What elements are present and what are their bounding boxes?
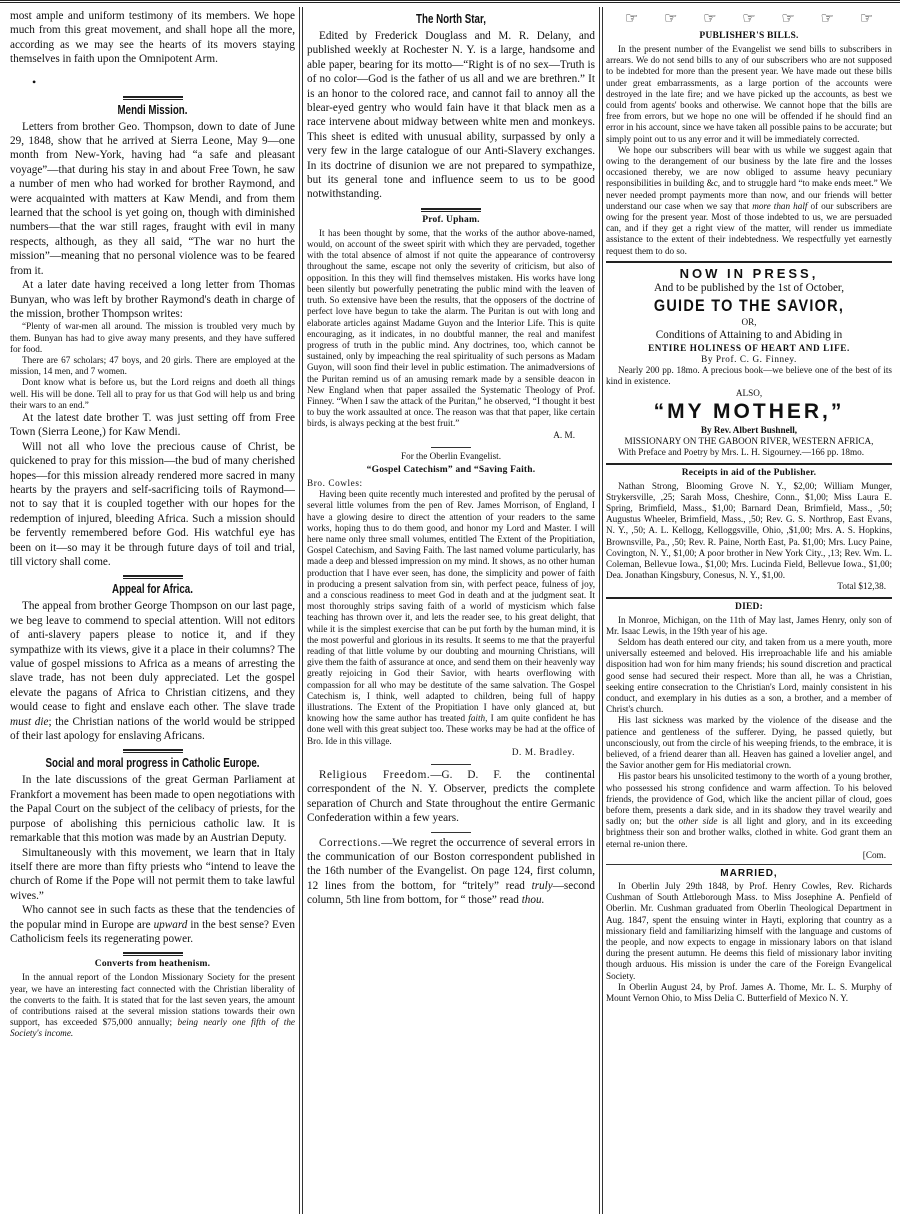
article-heading: Appeal for Africa. xyxy=(112,582,193,597)
receipts-list: Nathan Strong, Blooming Grove N. Y., $2,00; William Munger, Strykersville, ,25; Sarah Moss, Cheshire, Conn., $1,00; Miss Laura E. Spring, Brimfield, Mass., $1,00; Barnard Dean, Brimfield, Mass., ,50; Augustus Wheeler, Brimfield, Mass., ,50; Rev. G. S. Northrop, East Evans, N. Y., ,50; A. L. Kellogg, Kelloggsville, Ohio, ,$1,00; Mrs. A. S. Hopkins, Brownsville, Pa., ,50; Rev. R. Paine, North East, Pa. $1,00; Mrs. Lucy Paine, Covington, N. Y., $1,00; A poor brother in New York City., ,13; Rev. Wm. L. Coleman, Bellevue Iowa., $1,00; Mrs. Lucinda Field, Bellevue Iowa., $1,00; Dea. Jonathan Kingsbury, Conesus, N. Y., $1,00. xyxy=(606,480,892,581)
notice-heading: MARRIED, xyxy=(720,868,778,879)
notice-paragraph: His pastor bears his unsolicited testimony to the worth of a young brother, who possessed his strong confidence and warm affection. To his beloved friends, the providence of God, which like the ancient pillar of cloud, goes before them, presents a dark side, and in its shadow they travel wearily and sadly on; but the other side is all light and glory, and in its exceeding brightness their son and brother walks, clothed in white. God grant them an eternal re-union there. xyxy=(606,771,892,849)
article-paragraph: In the annual report of the London Missionary Society for the present year, we have an interesting fact connected with the Christian liberality of the converts to the faith. It is stated that for the last seven years, the amount of contributions raised at the several mission stations towards their own support, has exceeded $75,000 annually; being nearly one fifth of the Society's income. xyxy=(10,972,295,1039)
ornament-rule xyxy=(431,764,471,765)
ad-line: And to be published by the 1st of October, xyxy=(653,281,845,294)
article-paragraph: Letters from brother Geo. Thompson, down to date of June 29, 1848, show that he arrived at Sierra Leone, May 9—one month from New-York, having had “a safe and pleasant voyage”—that during his stay in and about Free Town, he saw a number of men who had worked for brother Raymond, and were acquainted with matters at Kaw Mendi, and from them learned that the school is yet going on, though with diminished numbers—that the war still rages, fraught with evil in many respects, although, as they all said, “The war no hurt the mission”—meaning that no personal violence was to be feared from it. xyxy=(10,120,295,277)
ad-line: ALSO, xyxy=(735,387,763,398)
prof-upham-article xyxy=(307,215,595,441)
notice-paragraph: His last sickness was marked by the violence of the disease and the patience and gentleness of the sufferer. Dying, he passed quietly, but unconsciously, out from the circle of his weeping friends, to the embrace, it is believed, of a friend dearer than all. Heaven has gained a lovelier angel, and the Savior another gem for His mediatorial crown. xyxy=(606,715,892,771)
publishers-bills-notice xyxy=(606,31,892,257)
pointing-hand-icon: ☞ xyxy=(781,11,795,27)
section-rule xyxy=(606,463,892,465)
ad-description: Nearly 200 pp. 18mo. A precious book—we believe one of the best of its kind in existence. xyxy=(606,365,892,387)
article-heading: Social and moral progress in Catholic Europe. xyxy=(45,756,260,771)
appeal-for-africa-article xyxy=(10,582,295,743)
pointing-hands-row xyxy=(612,9,886,28)
ornament-rule xyxy=(123,952,183,956)
intro-paragraph: most ample and uniform testimony of its members. We hope much from this great movement, and shall hope all the more, according as we may see the hearts of its movers staying themselves in faith upon the Omnipotent Arm. xyxy=(10,10,295,66)
ornament-rule xyxy=(123,96,183,100)
ad-heading: NOW IN PRESS, xyxy=(679,265,819,281)
pointing-hand-icon: ☞ xyxy=(663,11,678,27)
religious-freedom-paragraph: Religious Freedom.—G. D. F. the continental correspondent of the N. Y. Observer, predicts the complete separation of Church and State throughout the entire Germanic Confederation within a few years. xyxy=(307,769,595,825)
gospel-catechism-article xyxy=(307,451,595,758)
corrections-paragraph: Corrections.—We regret the occurrence of several errors in the communication of our Boston correspondent published in the 16th number of the Evangelist. On page 124, first column, 12 lines from the bottom, for “tritely” read truly—second column, 5th line from bottom, for “ those” read thou. xyxy=(307,836,595,907)
notice-paragraph: In Monroe, Michigan, on the 11th of May last, James Henry, only son of Mr. Isaac Lewis, in the 19th year of his age. xyxy=(606,614,892,636)
ad-author: By Prof. C. G. Finney. xyxy=(701,354,797,365)
signature: [Com. xyxy=(862,849,886,860)
article-paragraph: In the late discussions of the great German Parliament at Frankfort a movement has been made to open negotiations with the Papal Court on the subject of the celibacy of priests, for the purpose of abolishing this pernicious catholic law. It is remarkable that this motion was made by an Austrian Deputy. xyxy=(10,774,295,845)
pointing-hand-icon: ☞ xyxy=(742,11,756,27)
article-paragraph: At a later date having received a long letter from Thomas Bunyan, who was left by brother Raymond's death in charge of the mission, brother Thompson writes: xyxy=(10,279,295,320)
north-star-article xyxy=(307,12,595,202)
article-paragraph: Who cannot see in such facts as these that the tendencies of the popular mind in Europe are upward in the best sense? Even Catholicism feels its regenerating power. xyxy=(10,904,295,945)
ornament-rule xyxy=(431,832,471,833)
section-rule xyxy=(606,261,892,263)
pointing-hand-icon: ☞ xyxy=(820,11,834,27)
for-line: For the Oberlin Evangelist. xyxy=(400,450,502,461)
ornament-rule xyxy=(421,208,481,212)
article-paragraph: It has been thought by some, that the works of the author above-named, would, on account of the sweet spirit with which they are pervaded, together with the total absence of almost if not quite the appearance of controversy throughout the same, escape not only the severity of criticism, but also of opposition. In this they will find themselves mistaken. His works have long been silently but powerfully penetrating the public mind with the leaven of truth. So extensive have been the results, that the opposers of the doctrine of perfect love have begun to take the alarm. The Puritan is out with long and elaborate articles against Madame Guyon and the Interior Life. This is quite encouraging, as it indicates, in no doubtful manner, the real and manifest progress of truth in the public mind. Any doctrines, too, which cannot be sustained, only by impeaching the real spirituality of such persons as Madam Guyon, will soon find their level in public estimation. The animadversions of the Puritan remind us of an amusing remark made by a sensible deacon in New England when that paper assailed the Systematic Theology of Prof. Finney. “When I saw the attack of the Puritan,” he observed, “I thought it best to buy the work assaulted at once. The reason was that that paper, like certain birds, is always pecking at the best fruit.” xyxy=(307,227,595,429)
article-heading: Converts from heathenism. xyxy=(94,959,211,970)
article-paragraph: The appeal from brother George Thompson on our last page, we beg leave to commend to special attention. Will not editors of anti-slavery papers please to notice it, and if they sympathize with its views, give it a place in their columns? The value of gospel missions to Africa as a means of arresting the slave trade, has not been duly appreciated. Let the gospel elevate the pagans of Africa to Christian citizens, and they would cease to fight and enslave each other. The slave trade must die; the Christian nations of the world would be stripped of their last apology for enslaving Africans. xyxy=(10,600,295,743)
notice-heading: PUBLISHER'S BILLS. xyxy=(699,31,799,41)
column-3 xyxy=(606,9,892,1214)
died-notice xyxy=(606,602,892,861)
article-heading: “Gospel Catechism” and “Saving Faith. xyxy=(366,464,536,475)
ad-line: MISSIONARY ON THE GABOON RIVER, WESTERN AFRICA, xyxy=(624,436,874,447)
quote-paragraph: “Plenty of war-men all around. The mission is troubled very much by them. Bunyan has had to give away many presents, and they have suffered for food. xyxy=(10,321,295,354)
notice-heading: DIED: xyxy=(735,601,763,612)
signature: A. M. xyxy=(553,429,575,440)
converts-article xyxy=(10,959,295,1039)
book-title: GUIDE TO THE SAVIOR, xyxy=(653,296,845,316)
column-1 xyxy=(10,9,295,1214)
article-paragraph: Edited by Frederick Douglass and M. R. Delany, and published weekly at Rochester N. Y. is a large, handsome and able paper, bearing for its motto—“Right is of no sex—Truth is of no color—God is the father of us all and we are brethren.” It is an honor to the colored race, and cannot fail to annoy all the blear-eyed gentry who would fain have it that black men as a race intervene about midway between white men and monkeys. This sheet is edited with unusual ability, surpassed by only a very few in the large catalogue of our Anti-Slavery exchanges. In its doctrine of disunion we are not prepared to sympathize, but its general tone and influence seem to us to be good notwithstanding. xyxy=(307,30,595,201)
article-paragraph: Having been quite recently much interested and profited by the perusal of several little volumes from the pen of Rev. James Morrison, of England, I have a glowing desire to direct the attention of your readers to the same works, hoping thus to do them good, and honor my Lord and Master. I will here name only three small volumes, entitled The Extent of the Propitiation, Gospel Catechism, and Saving Faith. The last named volume particularly, has made a deep and blessed impression on my mind. It shows, as no other human production that I have ever seen, has done, the simplicity and power of faith in producing a present salvation from sin, with perfect peace, fulness of joy, and a conscious readiness to meet God in death and at the judgment seat. It most thoroughly strips saving faith of a world of mysticism which false teaching has thrown over it, and lets the reader see, to his great delight, that while it is the simplest exercise that can be put forth by the human mind, it is the most powerful and glorious in its results. It seems to me that the prayerful reading of that little volume by our doubting and mourning Christians, will give them the faith of assurance at once, and send them on their heavenly way greatly rejoicing in God their Savior, with hearts overflowing with compassion for all who may be destitute of the same salvation. The Gospel Catechism is, I think, well adapted to children, being full of happy illustrations. The Extent of the Propitiation I have only glanced at, but knowing how the same author has treated faith, I am quite confident he has done well with this great subject too. These works may be had at the office of Bro. Ide in this village. xyxy=(307,489,595,746)
receipts-total: Total $12,38. xyxy=(837,581,886,592)
book-title: “MY MOTHER,” xyxy=(653,399,845,423)
notice-paragraph: We hope our subscribers will bear with us while we suggest again that owing to the derangement of our business by the late fire and the losses occasioned thereby, we are now obliged to assume heavy pecuniary responsibilities in building &c, and to struggle hard “to make ends meet.” We never needed prompt payments more than now, and our friends will better understand our case when we say that more than half of our subscribers are owing for the present year. Most of those indebted to us, we are persuaded can, and if they get a right view of the matter, will render us immediate assistance to the extent of their indebtedness. We respectfully yet earnestly request them to do so. xyxy=(606,144,892,256)
catholic-europe-article xyxy=(10,756,295,946)
pointing-hand-icon: ☞ xyxy=(703,11,717,27)
column-rule xyxy=(599,7,603,1214)
section-rule xyxy=(606,864,892,865)
signature: D. M. Bradley. xyxy=(511,746,575,757)
pointing-hand-icon: ☞ xyxy=(624,11,639,27)
quote-paragraph: There are 67 scholars; 47 boys, and 20 girls. There are employed at the mission, 14 men, and 7 women. xyxy=(10,354,295,377)
article-paragraph: Will not all who love the precious cause of Christ, be quickened to pray for this mission—the bud of many cherished hopes—for this mission already rendered more sacred in many hearts by the prayers and self-sacrificing toils of Raymond—not to say that it is coupled together with our hopes for the redemption of injured, bleeding Africa. Such a mission should be fervently remembered before God. His watchful eye has been on it—so may it be through future days of toil and trial, till victory shall come. xyxy=(10,440,295,568)
column-2 xyxy=(307,9,595,1214)
quote-paragraph: Dont know what is before us, but the Lord reigns and doeth all things well. His will be done. Tell all to pray for us that God will help us and bring their wars to an end.” xyxy=(10,377,295,410)
article-heading: The North Star, xyxy=(416,12,486,26)
article-heading: Mendi Mission. xyxy=(117,102,188,117)
article-heading: Prof. Upham. xyxy=(422,214,480,225)
ad-line: OR, xyxy=(741,317,757,328)
now-in-press-ad xyxy=(606,266,892,459)
ornament-rule xyxy=(123,575,183,579)
column-rule xyxy=(299,7,303,1214)
notice-paragraph: In the present number of the Evangelist we send bills to subscribers in arrears. We do not send bills to any of our subscribers who are not supposed to be indebted for more than the present year. We have made out these bills under great embarrassments, as a large portion of the accounts were destroyed in the late fire; and we have picked up the accounts, as best we could from agents' books and otherwise. We cannot hope that the bills are free from errors, but we hope no one will be offended if he should find an error in his account, since we have taken all possible pains to be accurate; but simply point out to us any error and it will be immediately corrected. xyxy=(606,44,892,144)
ornament-rule xyxy=(431,447,471,448)
notice-paragraph: Seldom has death entered our city, and taken from us a mere youth, more universally esteemed and beloved. His irreproachable life and his amiable disposition had won for him many friends; his sound discretion and practical good sense had secured their respect. More than all, he was a Christian, seeking entire consecration to the Christian's Lord, mainly consistent in his conduct, and exemplary in his duties as a son, a brother, and a member of Christ's church. xyxy=(606,636,892,715)
ornament-rule xyxy=(123,749,183,753)
receipts-notice xyxy=(606,468,892,593)
salutation: Bro. Cowles: xyxy=(307,477,363,488)
bullet-mark: • xyxy=(32,74,37,89)
notice-paragraph: In Oberlin August 24, by Prof. James A. Thome, Mr. L. S. Murphy of Mount Vernon Ohio, to Miss Delia C. Butterfield of Mexico N. Y. xyxy=(606,981,892,1004)
notice-paragraph: In Oberlin July 29th 1848, by Prof. Henry Cowles, Rev. Richards Cushman of South Attleborough Mass. to Miss Josephine A. Penfield of Oberlin. Mr. Cushman graduated from Oberlin Theological Department in Aug. 1847, spent the ensuing winter in Hayti, exploring that country as a missionary field and familiarizing himself with the language and customs of the people, and now expects to engage in missionary labors on that island during the present autumn. He deems this field of missionary labor inviting though arduous. His mission is under the care of the Foreign Evangelical Society. xyxy=(606,881,892,981)
pointing-hand-icon: ☞ xyxy=(859,11,874,27)
article-paragraph: Simultaneously with this movement, we learn that in Italy itself there are more than fifty priests who “intend to leave the church of Rome if the Pope will not permit them to take lawful wives.” xyxy=(10,846,295,902)
ad-author: By Rev. Albert Bushnell, xyxy=(700,424,798,435)
section-rule xyxy=(606,597,892,599)
ad-line: Conditions of Attaining to and Abiding in xyxy=(655,329,843,342)
ad-line: With Preface and Poetry by Mrs. L. H. Sigourney.—166 pp. 18mo. xyxy=(618,447,865,458)
notice-heading: Receipts in aid of the Publisher. xyxy=(681,467,817,478)
mendi-mission-article xyxy=(10,103,295,570)
ad-line: ENTIRE HOLINESS OF HEART AND LIFE. xyxy=(648,342,850,353)
married-notice xyxy=(606,868,892,1004)
article-paragraph: At the latest date brother T. was just setting off from Free Town (Sierra Leone,) for Kaw Mendi. xyxy=(10,411,295,439)
